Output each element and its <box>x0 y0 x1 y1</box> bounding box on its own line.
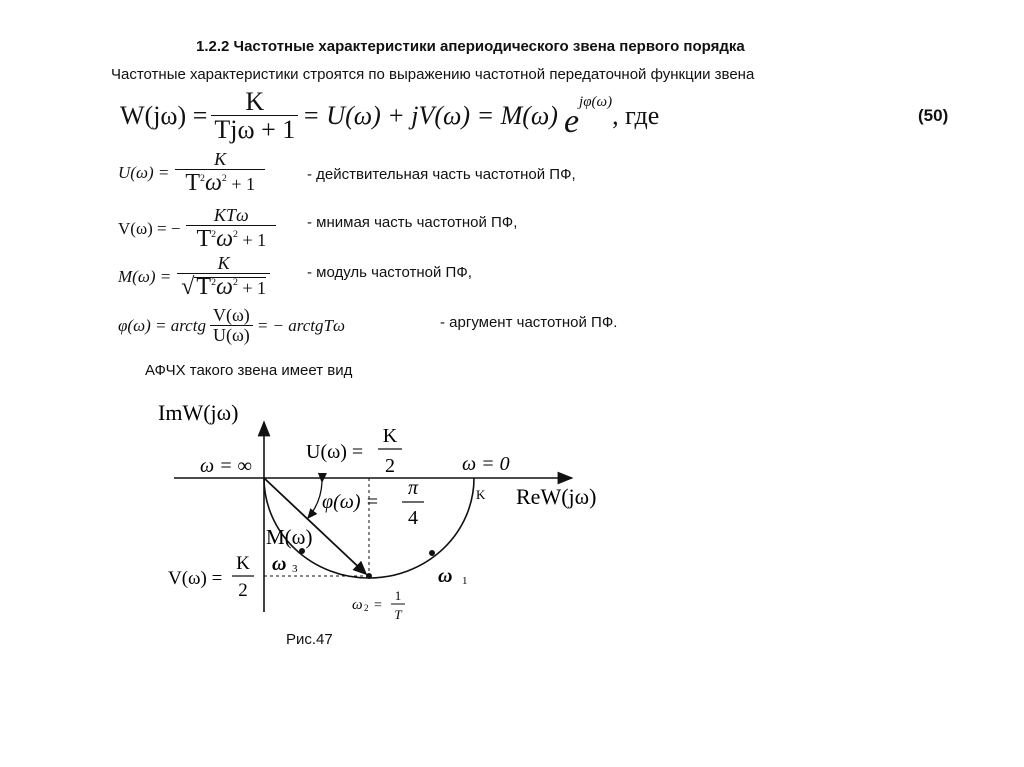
k-point-label: K <box>476 487 486 502</box>
point-omega2 <box>366 573 372 579</box>
omega-zero-label: ω = 0 <box>462 453 510 475</box>
omega2-label: ω <box>352 597 363 613</box>
def-m-den: $√T^2\omega^2 + 1$ <box>177 273 270 300</box>
omega3-label: ω <box>272 553 287 575</box>
def-m-num: K <box>217 253 230 273</box>
def-phi-lhs: φ(ω) = arctg <box>118 315 206 335</box>
u-fraction-num: K <box>382 425 398 447</box>
v-fraction-num: K <box>236 553 250 574</box>
main-formula-tail: , где <box>612 101 660 131</box>
omega3-sub: 3 <box>292 563 298 575</box>
x-axis-label: ReW(jω) <box>516 484 597 509</box>
main-formula-e: e <box>563 103 580 141</box>
main-formula-den: Tjω + 1 <box>211 115 298 145</box>
omega-infinity-label: ω = ∞ <box>200 455 252 477</box>
u-fraction-den: 2 <box>385 455 395 477</box>
omega2-num: 1 <box>394 588 402 603</box>
omega1-label: ω <box>438 565 453 587</box>
main-formula-exponent: jφ(ω) <box>579 93 613 110</box>
omega2-den: T <box>394 607 402 622</box>
figure-caption: Рис.47 <box>286 631 333 648</box>
main-formula-lhs: W(jω) = <box>120 101 208 131</box>
main-formula-rhs: = U(ω) + jV(ω) = M(ω) <box>302 101 558 131</box>
main-formula-num: K <box>245 87 265 116</box>
intro-text: Частотные характеристики строятся по выражению частотной передаточной функции звена <box>111 66 755 83</box>
def-phi-num: V(ω) <box>212 305 250 325</box>
point-omega1 <box>429 550 435 556</box>
equation-number: (50) <box>918 106 949 125</box>
def-phi-den: U(ω) <box>210 325 253 346</box>
def-phi-desc: - аргумент частотной ПФ. <box>440 314 618 331</box>
v-label: V(ω) = <box>168 568 223 589</box>
def-v-desc: - мнимая часть частотной ПФ, <box>307 214 518 231</box>
y-axis-label: ImW(jω) <box>158 400 239 425</box>
def-u-num: K <box>214 149 227 169</box>
def-u-lhs: U(ω) = <box>118 163 170 183</box>
def-phi-tail: = − arctgTω <box>256 315 345 335</box>
def-v-lhs: V(ω) = − <box>118 219 181 239</box>
def-m-desc: - модуль частотной ПФ, <box>307 264 472 281</box>
phi-angle-arc <box>308 482 322 518</box>
m-label: M(ω) <box>266 525 313 549</box>
phi-label: φ(ω) = <box>322 491 380 513</box>
afchx-text: АФЧХ такого звена имеет вид <box>145 362 353 379</box>
phi-fraction-num: π <box>407 477 419 499</box>
def-v-num: KTω <box>213 205 249 225</box>
omega1-sub: 1 <box>462 575 468 587</box>
v-fraction-den: 2 <box>238 580 248 601</box>
section-title: 1.2.2 Частотные характеристики апериодического звена первого порядка <box>196 38 745 55</box>
def-u-den: $T^2\omega^2 + 1$ <box>175 169 265 196</box>
def-v-den: $T^2\omega^2 + 1$ <box>186 225 276 252</box>
phi-fraction-den: 4 <box>408 507 418 529</box>
def-u-desc: - действительная часть частотной ПФ, <box>307 166 576 183</box>
omega2-eq: = <box>374 598 382 613</box>
u-label: U(ω) = <box>306 441 364 463</box>
omega2-sub: 2 <box>364 603 369 613</box>
def-m-lhs: M(ω) = <box>118 267 172 287</box>
